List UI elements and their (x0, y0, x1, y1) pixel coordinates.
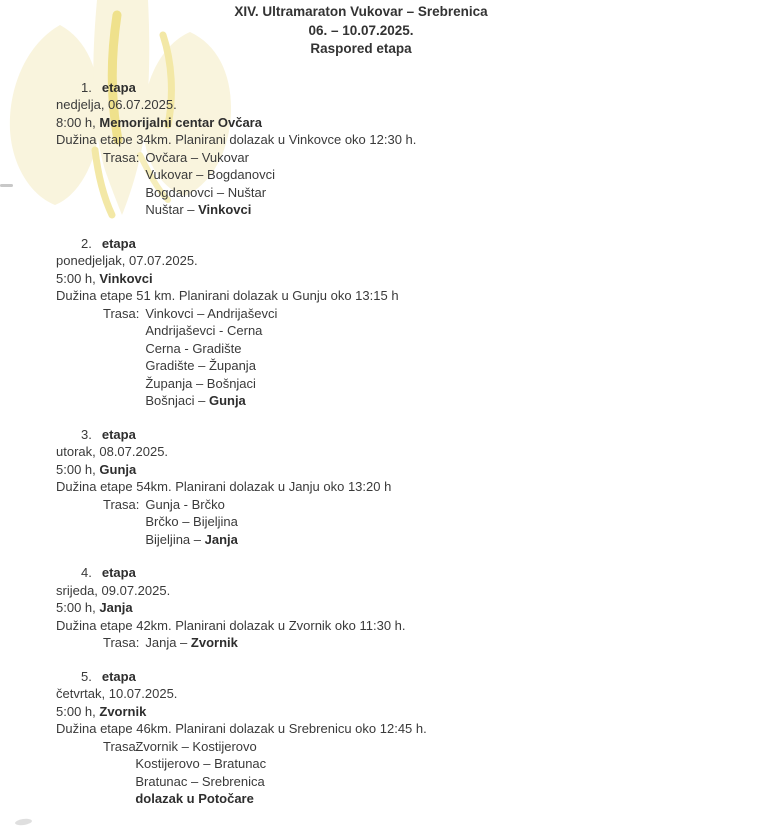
route-list (145, 634, 238, 652)
stage-heading (56, 564, 765, 582)
stage-start-location: Vinkovci (99, 270, 153, 286)
trasa-label: Trasa: (103, 496, 140, 512)
stage-start-line (56, 599, 765, 617)
scan-artifact-speck (15, 818, 33, 826)
stage-start-time: 5:00 h, (56, 461, 96, 477)
stage-info: Dužina etape 54km. Planirani dolazak u Janju oko 13:20 h (56, 479, 392, 494)
route-line (145, 634, 238, 652)
route-text: Bogdanovci – Nuštar (145, 184, 267, 200)
stage-heading (56, 426, 765, 444)
route-line (145, 513, 238, 531)
stage-info: Dužina etape 34km. Planirani dolazak u Vinkovce oko 12:30 h. (56, 132, 417, 147)
stage-start-location: Memorijalni centar Ovčara (99, 114, 262, 130)
stage-number: 2. (81, 235, 92, 251)
stage-start-line (56, 114, 765, 132)
route-line (145, 201, 275, 219)
route-line (135, 738, 266, 756)
document-header (0, 0, 722, 59)
route-text: Gunja - Brčko (145, 496, 225, 512)
route-text: Nuštar – (145, 202, 199, 217)
stage-heading (56, 668, 765, 686)
stage-section-4 (56, 564, 765, 652)
stage-section-1 (56, 79, 765, 219)
route-line (145, 322, 277, 340)
trasa-label: Trasa: (103, 305, 140, 321)
stage-start-time: 5:00 h, (56, 703, 96, 719)
route-line (145, 184, 275, 202)
stage-label: etapa (101, 668, 136, 684)
document-title: XIV. Ultramaraton Vukovar – Srebrenica (234, 4, 488, 19)
route-line (135, 755, 266, 773)
route-line (135, 790, 266, 808)
stage-route-block (56, 149, 765, 219)
route-text: Vinkovci – Andrijaševci (145, 305, 278, 321)
stage-date: četvrtak, 10.07.2025. (56, 686, 178, 701)
trasa-label: Trasa: (103, 635, 140, 650)
stage-start-location: Janja (99, 600, 133, 615)
stage-info: Dužina etape 51 km. Planirani dolazak u Gunju oko 13:15 h (56, 288, 399, 303)
stage-start-line (56, 703, 765, 721)
stage-date: utorak, 08.07.2025. (56, 444, 169, 459)
route-line (135, 773, 266, 791)
route-text: Zvornik – Kostijerovo (135, 738, 257, 754)
route-text: Županja – Bošnjaci (145, 375, 256, 391)
stage-start-line (56, 461, 765, 479)
route-destination: Zvornik (190, 635, 238, 650)
route-destination: Vinkovci (198, 202, 252, 217)
stage-label: etapa (101, 565, 136, 580)
route-list (145, 149, 275, 219)
route-line (145, 305, 277, 323)
stage-number: 1. (81, 79, 92, 95)
stage-date: srijeda, 09.07.2025. (56, 582, 171, 598)
stage-start-location: Zvornik (99, 703, 147, 719)
route-list (145, 496, 238, 549)
stage-number: 5. (81, 668, 92, 684)
route-text: Bošnjaci – (145, 393, 209, 408)
route-line (145, 166, 275, 184)
route-text: Andrijaševci - Cerna (145, 323, 263, 338)
route-list (135, 738, 266, 808)
stage-section-5 (56, 668, 765, 808)
stage-list (0, 79, 765, 808)
stage-section-3 (56, 426, 765, 549)
route-text: Cerna - Gradište (145, 340, 242, 356)
route-text: Bijeljina – (145, 531, 205, 547)
stage-label: etapa (101, 79, 136, 95)
trasa-label: Trasa: (103, 738, 140, 754)
route-text: Vukovar – Bogdanovci (145, 167, 275, 182)
route-destination: dolazak u Potočare (135, 791, 254, 806)
route-destination: Janja (204, 531, 238, 547)
route-line (145, 375, 277, 393)
route-text: Bratunac – Srebrenica (135, 773, 265, 789)
stage-info: Dužina etape 46km. Planirani dolazak u Srebrenicu oko 12:45 h. (56, 721, 427, 736)
stage-start-time: 5:00 h, (56, 600, 96, 615)
stage-start-time: 8:00 h, (56, 114, 96, 130)
trasa-label: Trasa: (103, 149, 140, 165)
document-subtitle: Raspored etapa (310, 41, 412, 56)
route-line (145, 149, 275, 167)
stage-heading (56, 79, 765, 97)
stage-route-block (56, 496, 765, 549)
stage-number: 3. (81, 426, 92, 442)
route-text: Janja – (145, 635, 191, 650)
route-line (145, 392, 277, 410)
stage-route-block (56, 738, 765, 808)
route-text: Kostijerovo – Bratunac (135, 756, 267, 771)
stage-date: nedjelja, 06.07.2025. (56, 97, 177, 112)
stage-heading (56, 235, 765, 253)
route-destination: Gunja (208, 393, 246, 408)
route-list (145, 305, 277, 410)
document-dates: 06. – 10.07.2025. (308, 22, 414, 38)
stage-start-location: Gunja (99, 461, 137, 477)
route-line (145, 496, 238, 514)
route-line (145, 357, 277, 375)
stage-label: etapa (101, 426, 136, 442)
stage-date: ponedjeljak, 07.07.2025. (56, 253, 198, 268)
route-text: Gradište – Županja (145, 358, 256, 373)
stage-route-block (56, 305, 765, 410)
route-text: Brčko – Bijeljina (145, 514, 238, 529)
stage-start-line (56, 270, 765, 288)
stage-info: Dužina etape 42km. Planirani dolazak u Zvornik oko 11:30 h. (56, 617, 406, 633)
stage-route-block (56, 634, 765, 652)
route-line (145, 531, 238, 549)
route-line (145, 340, 277, 358)
route-text: Ovčara – Vukovar (145, 149, 249, 165)
stage-number: 4. (81, 565, 92, 580)
stage-label: etapa (101, 235, 136, 251)
stage-section-2 (56, 235, 765, 410)
stage-start-time: 5:00 h, (56, 270, 96, 286)
